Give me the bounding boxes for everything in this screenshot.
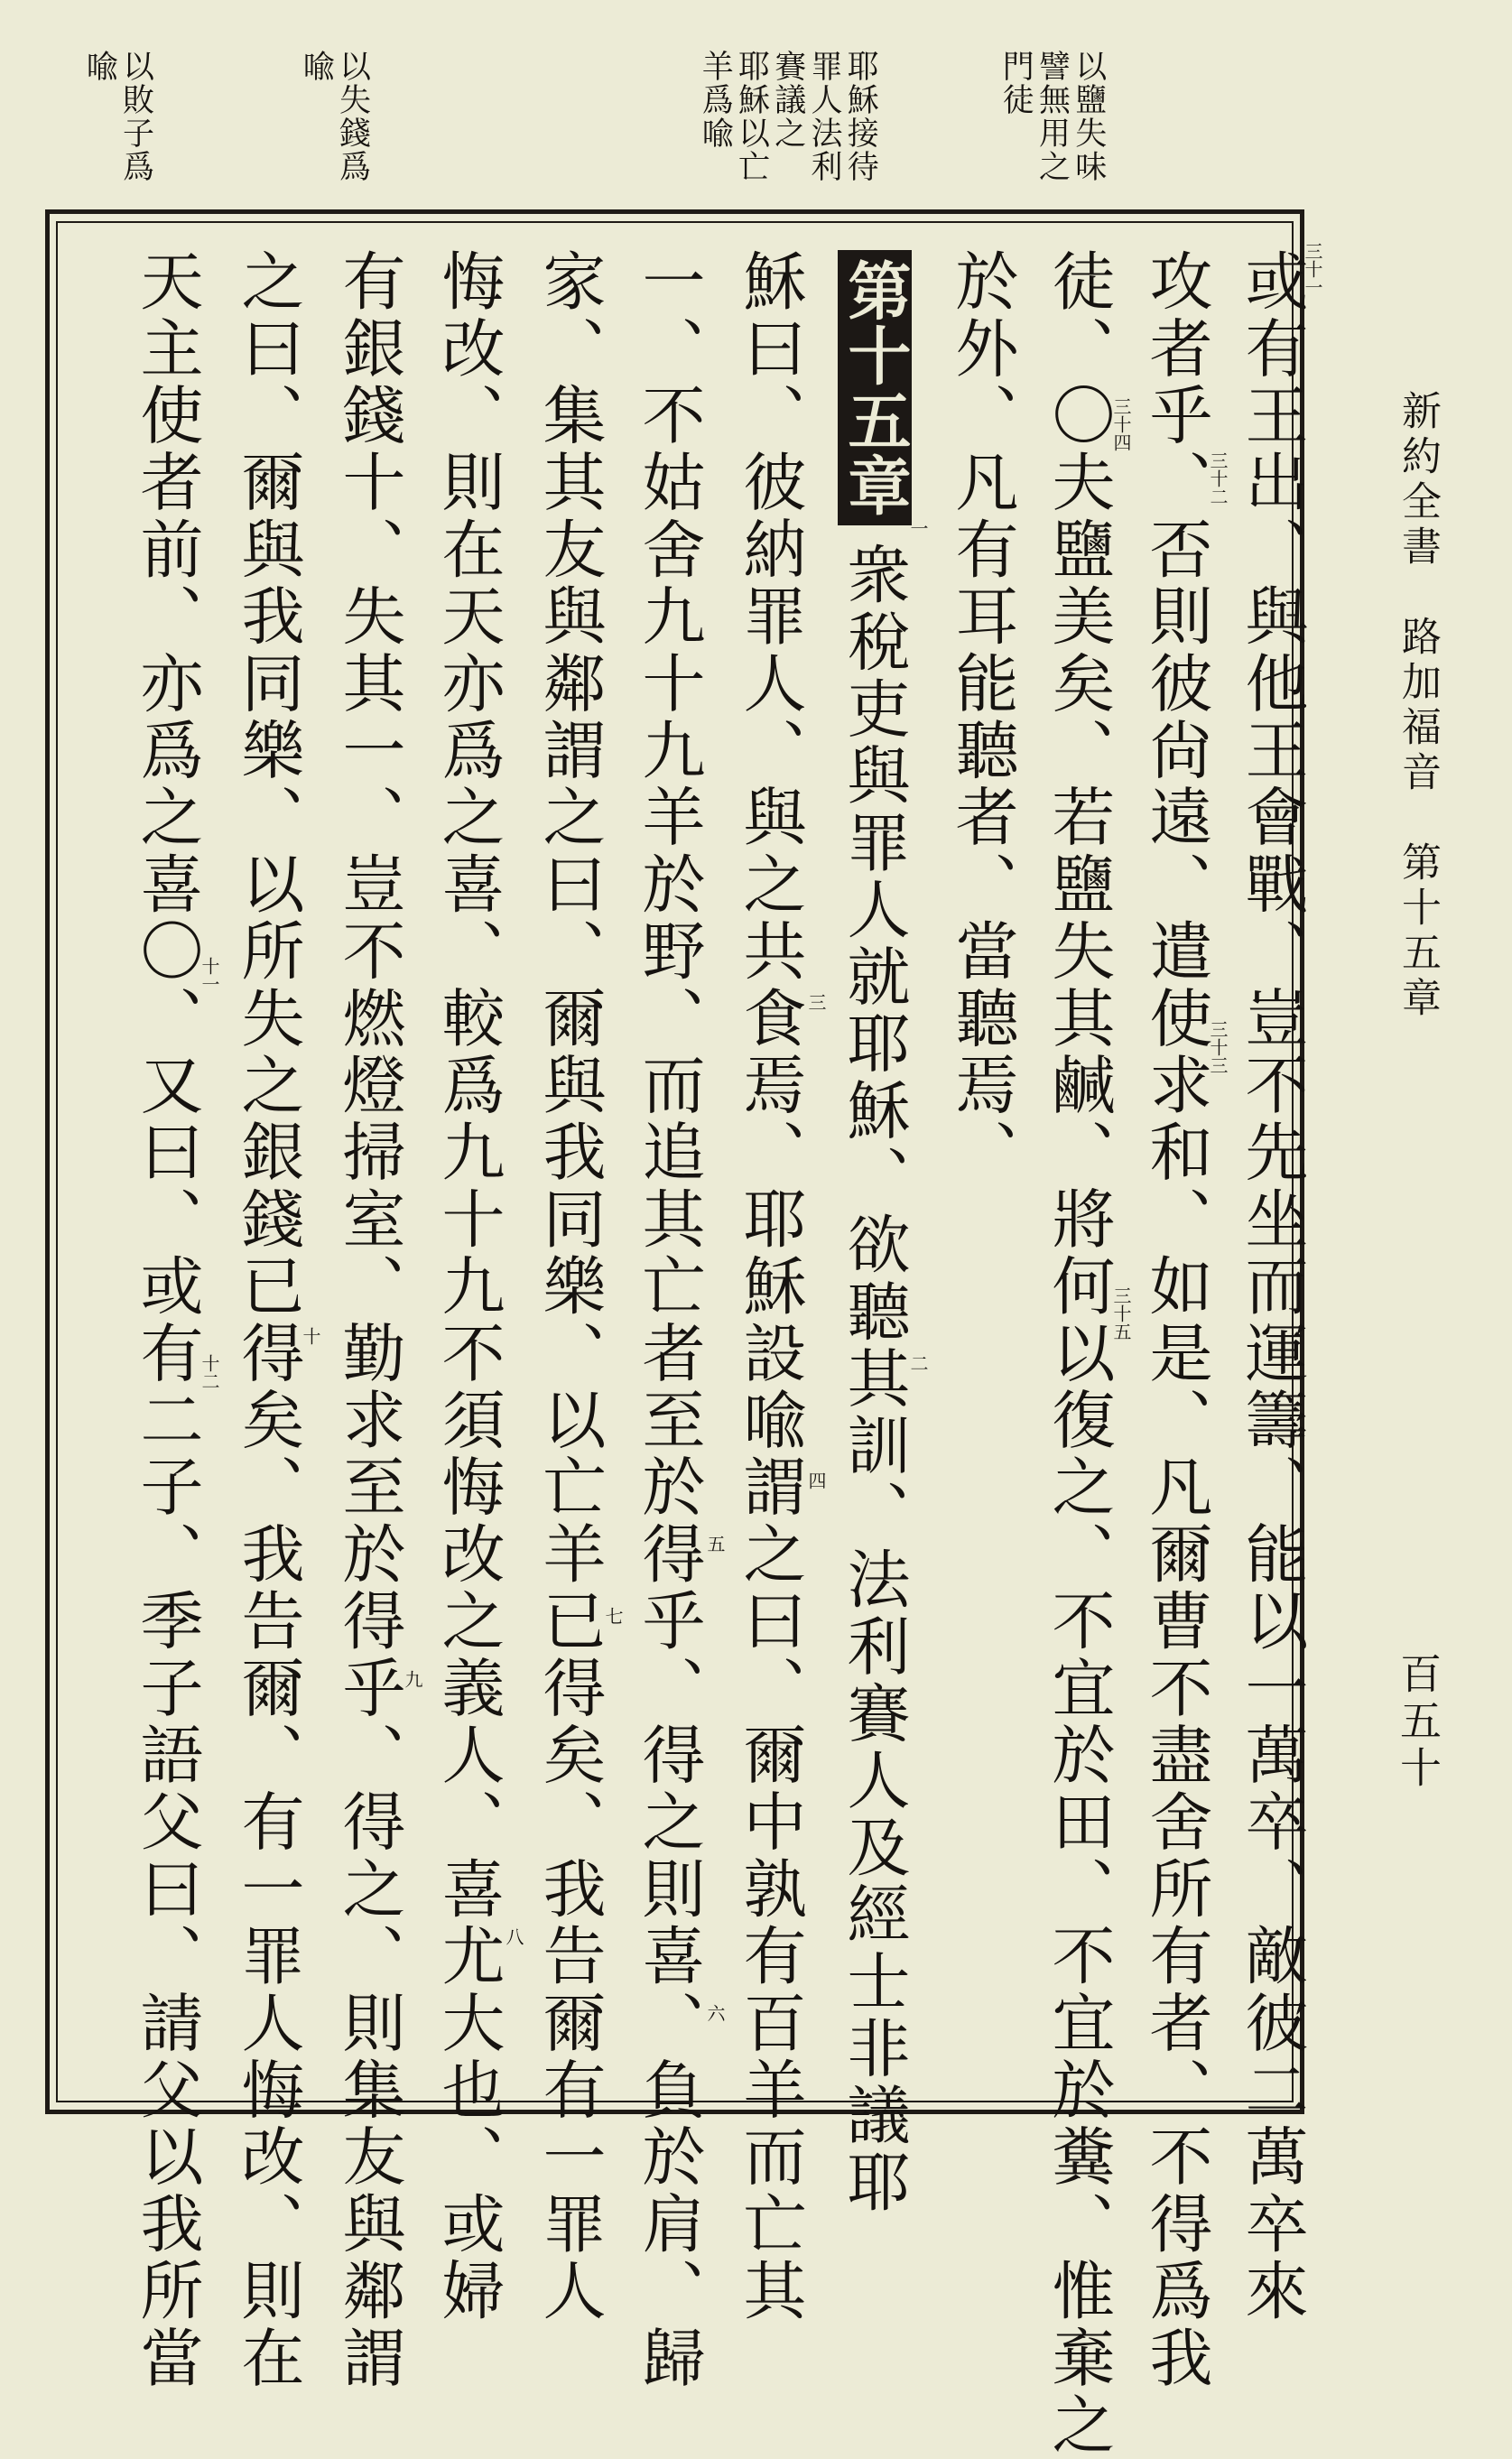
verse-number: 二: [907, 1354, 929, 1372]
verse-number: 五: [704, 1535, 726, 1553]
verse-number: 八: [503, 1927, 524, 1945]
page-number: 百五十: [1394, 1652, 1442, 1793]
text-column-3: 徒、〇夫鹽美矣、若鹽失其鹹、將何以復之、不宜於田、不宜於糞、惟棄之: [1042, 248, 1116, 2459]
text-column-12: 天主使者前、亦爲之喜〇、又曰、或有二子、季子語父曰、請父以我所當: [130, 248, 204, 2392]
text-column-10: 有銀錢十、失其一、豈不燃燈掃室、勤求至於得乎、得之、則集友與鄰謂: [332, 248, 406, 2392]
margin-note-lost-coin: 以失錢爲 喩: [298, 50, 371, 183]
margin-note-lost-sheep: 耶穌接待 罪人法利 賽議之 耶穌以亡 羊爲喩: [697, 50, 879, 183]
margin-note-salt: 以鹽失味 譬無用之 門徒: [997, 50, 1107, 183]
verse-number: 三十三: [1207, 1020, 1229, 1074]
verse-number: 三: [805, 993, 827, 1011]
verse-number: 三十一: [1302, 242, 1323, 296]
text-column-8: 家、集其友與鄰謂之曰、爾與我同樂、以亡羊已得矣、我告爾有一罪人: [533, 248, 607, 2325]
verse-number: 九: [402, 1670, 423, 1688]
margin-note-prodigal-son: 以敗子爲 喩: [81, 50, 154, 183]
verse-number: 一: [907, 519, 929, 537]
text-column-9: 悔改、則在天亦爲之喜、較爲九十九不須悔改之義人、喜尤大也、或婦: [431, 248, 506, 2325]
text-column-2: 攻者乎、否則彼尙遠、遣使求和、如是、凡爾曹不盡舍所有者、不得爲我: [1139, 248, 1213, 2392]
verse-number: 四: [805, 1471, 827, 1489]
chapter-heading: 第十五章: [838, 250, 912, 525]
text-column-11: 之曰、爾與我同樂、以所失之銀錢已得矣、我告爾、有一罪人悔改、則在: [231, 248, 305, 2392]
verse-number: 三十五: [1110, 1286, 1132, 1341]
verse-number: 三十二: [1207, 451, 1229, 506]
text-column-4: 於外、凡有耳能聽者、當聽焉、: [945, 248, 1019, 1186]
text-column-7: 一、不姑舍九十九羊於野、而追其亡者至於得乎、得之則喜、負於肩、歸: [632, 248, 706, 2392]
verse-number: 六: [704, 2004, 726, 2022]
verse-number: 十: [300, 1327, 321, 1345]
verse-number: 七: [602, 1607, 624, 1625]
text-column-6: 穌曰、彼納罪人、與之共食焉、耶穌設喩謂之曰、爾中孰有百羊而亡其: [733, 248, 807, 2325]
verse-number: 十一: [199, 957, 220, 993]
text-column-1: 或有王出、與他王會戰、豈不先坐而運籌、能以一萬卒、敵彼二萬卒來: [1235, 248, 1309, 2325]
running-head: 新約全書 路加福音 第十五章: [1395, 390, 1441, 1022]
text-column-5: 衆稅吏與罪人就耶穌、欲聽其訓、法利賽人及經士非議耶: [837, 542, 911, 2216]
verse-number: 十二: [199, 1354, 220, 1390]
verse-number: 三十四: [1110, 397, 1132, 451]
